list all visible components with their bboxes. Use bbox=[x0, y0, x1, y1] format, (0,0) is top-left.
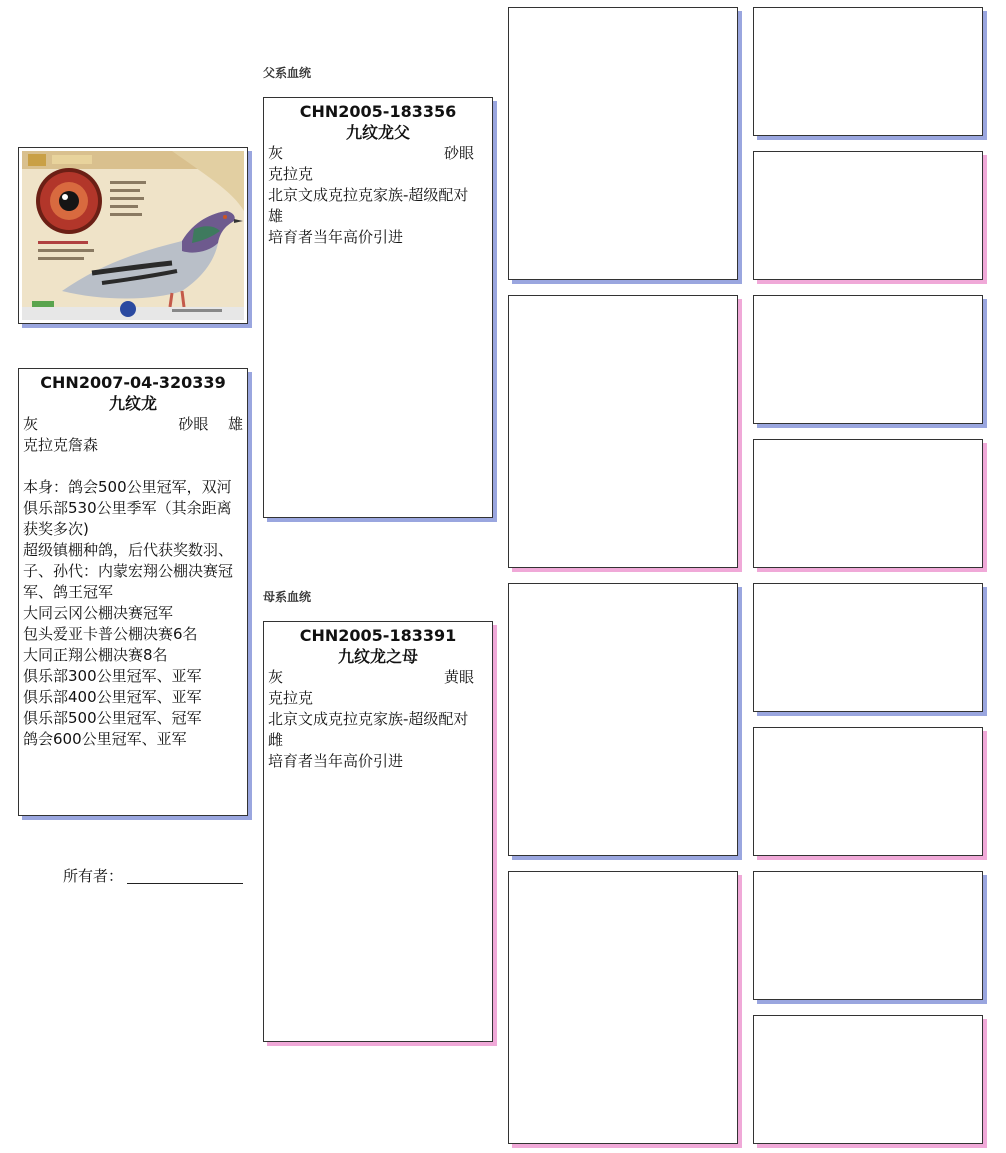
dam-card bbox=[263, 621, 493, 1042]
sire-card bbox=[263, 97, 493, 518]
sire-traits bbox=[264, 143, 492, 164]
subject-color: 灰 bbox=[23, 415, 39, 433]
great-grandparent-card bbox=[753, 583, 983, 712]
subject-note: 包头爱亚卡普公棚决赛6名 bbox=[23, 625, 198, 643]
subject-note: 俱乐部300公里冠军、亚军 bbox=[23, 667, 202, 685]
dam-eye: 黄眼 bbox=[443, 668, 474, 686]
dam-color: 灰 bbox=[268, 668, 284, 686]
great-grandparent-card bbox=[753, 871, 983, 1000]
subject-ring-number: CHN2007-04-320339 bbox=[40, 373, 226, 392]
sire-section-label: 父系血统 bbox=[263, 66, 312, 80]
great-grandparent-card bbox=[753, 7, 983, 136]
dam-name: 九纹龙之母 bbox=[337, 647, 418, 666]
subject-eye: 砂眼 bbox=[178, 415, 209, 433]
dam-lineage: 北京文成克拉克家族-超级配对 bbox=[268, 710, 469, 728]
sire-eye: 砂眼 bbox=[443, 144, 474, 162]
subject-card bbox=[18, 368, 248, 816]
sire-sex: 雄 bbox=[268, 207, 284, 225]
great-grandparent-card bbox=[753, 151, 983, 280]
dam-traits bbox=[264, 667, 492, 688]
subject-traits bbox=[19, 414, 247, 435]
subject-note: 大同正翔公棚决赛8名 bbox=[23, 646, 168, 664]
subject-note: 俱乐部400公里冠军、亚军 bbox=[23, 688, 202, 706]
owner-signature-line bbox=[127, 883, 243, 884]
subject-note: 大同云冈公棚决赛冠军 bbox=[23, 604, 174, 622]
great-grandparent-card bbox=[753, 727, 983, 856]
dam-breed: 克拉克 bbox=[268, 689, 314, 707]
sire-color: 灰 bbox=[268, 144, 284, 162]
great-grandparent-card bbox=[753, 439, 983, 568]
subject-sex: 雄 bbox=[227, 415, 243, 433]
dam-section-label: 母系血统 bbox=[263, 590, 312, 604]
subject-note: 鸽会600公里冠军、亚军 bbox=[23, 730, 187, 748]
pigeon-photo bbox=[18, 147, 248, 324]
dam-ring-number: CHN2005-183391 bbox=[299, 626, 457, 645]
dam-origin: 培育者当年高价引进 bbox=[268, 752, 404, 770]
dam-sex: 雌 bbox=[268, 731, 284, 749]
subject-name: 九纹龙 bbox=[108, 394, 157, 413]
subject-breed: 克拉克詹森 bbox=[23, 436, 99, 454]
great-grandparent-card bbox=[753, 295, 983, 424]
paternal-granddam-card bbox=[508, 295, 738, 568]
pigeon-photo-icon bbox=[22, 151, 244, 320]
subject-note: 俱乐部500公里冠军、冠军 bbox=[23, 709, 202, 727]
subject-note: 本身：鸽会500公里冠军，双河俱乐部530公里季军（其余距离获奖多次) bbox=[23, 478, 232, 538]
great-grandparent-card bbox=[753, 1015, 983, 1144]
sire-ring-number: CHN2005-183356 bbox=[299, 102, 457, 121]
paternal-grandsire-card bbox=[508, 7, 738, 280]
maternal-grandsire-card bbox=[508, 583, 738, 856]
maternal-granddam-card bbox=[508, 871, 738, 1144]
subject-note: 超级镇棚种鸽，后代获奖数羽、 bbox=[23, 541, 234, 559]
sire-name: 九纹龙父 bbox=[345, 123, 410, 142]
sire-lineage: 北京文成克拉克家族-超级配对 bbox=[268, 186, 469, 204]
subject-note: 子、孙代：内蒙宏翔公棚决赛冠军、鸽王冠军 bbox=[23, 562, 234, 601]
sire-breed: 克拉克 bbox=[268, 165, 314, 183]
owner-label: 所有者： bbox=[63, 867, 124, 885]
sire-origin: 培育者当年高价引进 bbox=[268, 228, 404, 246]
